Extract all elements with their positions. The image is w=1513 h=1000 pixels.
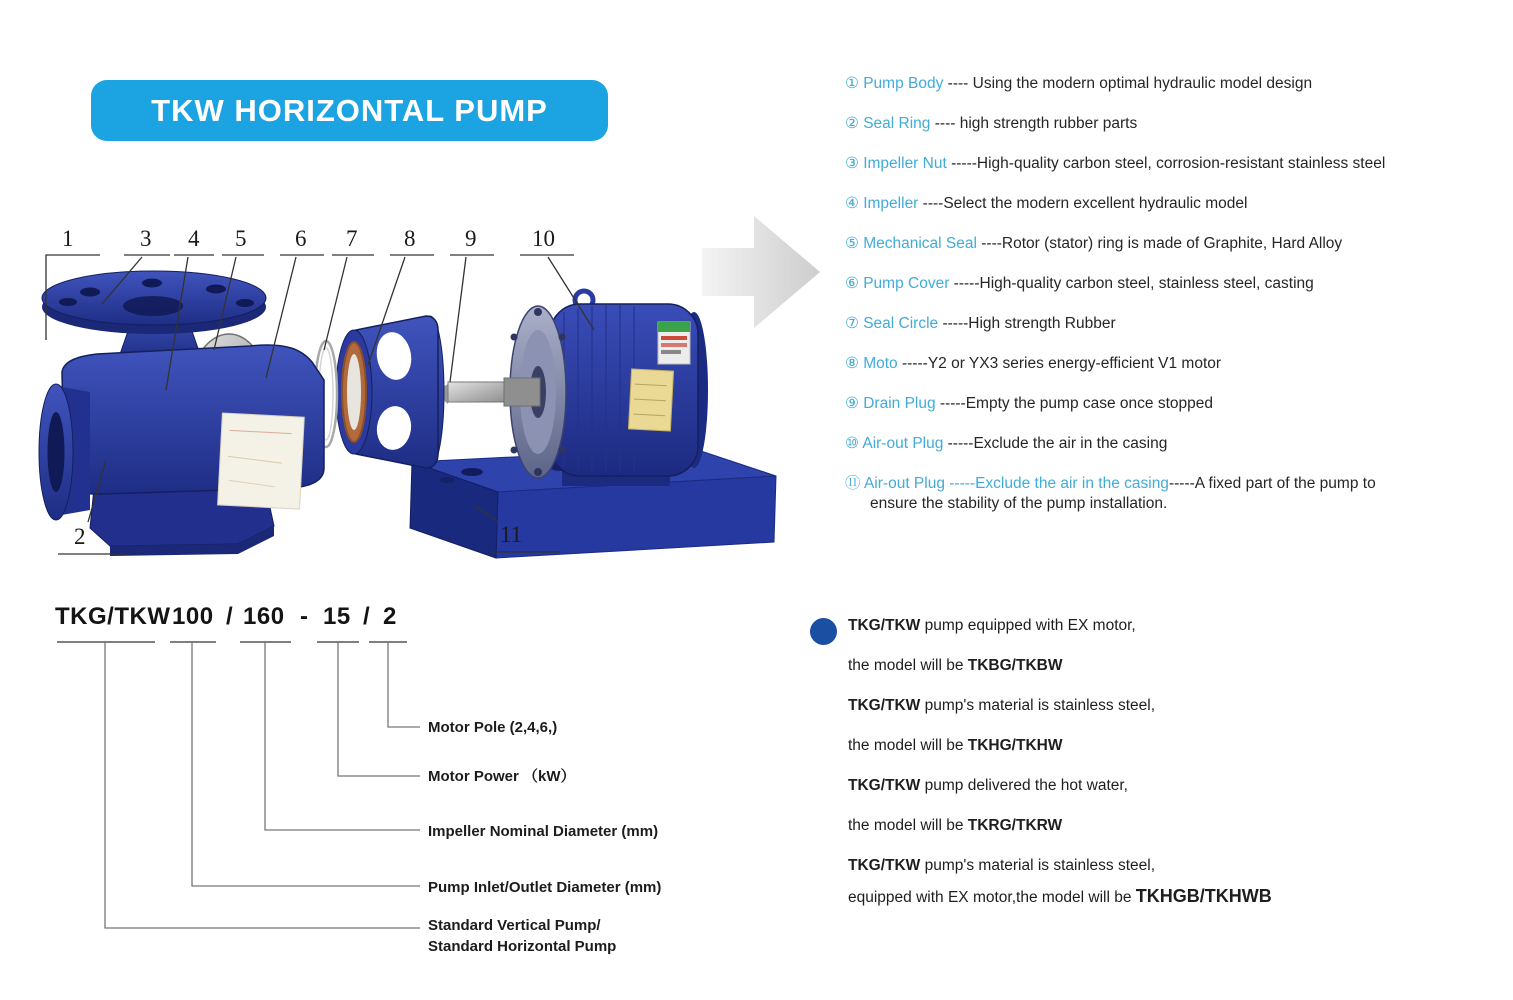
callout-4: 4 [188,226,200,251]
label-standard-line1: Standard Vertical Pump/ [428,917,601,934]
part-desc: High-quality carbon steel, stainless steel, casting [979,275,1314,292]
pump-body-illustration [39,271,324,556]
part-desc: Y2 or YX3 series energy-efficient V1 motor [927,355,1222,372]
model-seg-slash1: / [226,603,234,630]
callout-6: 6 [295,226,307,251]
motor-nameplate [628,369,673,431]
part-desc: High strength Rubber [968,315,1116,332]
note-line: the model will be TKBG/TKBW [848,657,1063,674]
part-number: ⑧ [845,355,859,372]
label-standard-pump [428,915,616,957]
part-desc: Empty the pump case once stopped [965,395,1214,412]
note-line: the model will be TKHG/TKHW [848,737,1063,754]
part-desc: -----A fixed part of the pump to [1168,475,1376,492]
model-variant-notes [848,617,1448,929]
model-seg-power: 15 [323,603,351,630]
part-desc: Rotor (stator) ring is made of Graphite, Hard Alloy [1001,235,1343,252]
part-name: Air-out Plug [863,475,945,492]
model-seg-slash2: / [363,603,371,630]
model-seg-pole: 2 [383,603,397,630]
part-item-3: ③ Impeller Nut -----High-quality carbon steel, corrosion-resistant stainless steel [845,155,1386,172]
model-seg-series: TKG/TKW [55,603,171,630]
model-code: TKHG/TKHW [967,737,1063,754]
part-desc: Exclude the air in the casing [973,435,1168,452]
part-number: ③ [845,155,859,172]
part-name: Moto [863,355,898,372]
pump-cover-illustration [336,316,444,468]
part-item-1: ① Pump Body ---- Using the modern optimal hydraulic model design [845,75,1313,92]
part-name: Seal Circle [863,315,939,332]
label-motor-pole: Motor Pole (2,4,6,) [428,719,558,736]
note-line: TKG/TKW pump delivered the hot water, [848,777,1128,794]
part-number: ⑦ [845,315,859,332]
pump-label-sticker [218,413,305,509]
callout-2: 2 [74,524,86,549]
right-arrow-icon [702,216,820,328]
model-code: TKRG/TKRW [967,817,1063,834]
part-number: ⑪ [845,475,861,492]
note-line: TKG/TKW pump's material is stainless steel, [848,857,1156,874]
part-number: ① [845,75,859,92]
part-item-10: ⑩ Air-out Plug -----Exclude the air in the casing [845,435,1168,452]
part-desc-line2: ensure the stability of the pump installation. [870,495,1168,512]
part-desc: high strength rubber parts [959,115,1138,132]
part-number: ② [845,115,859,132]
part-name: Impeller [863,195,919,212]
note-line: equipped with EX motor,the model will be TKHGB/TKHWB [848,886,1272,906]
part-number: ⑤ [845,235,859,252]
part-desc: Using the modern optimal hydraulic model design [972,75,1313,92]
parts-list [845,74,1493,534]
callout-3: 3 [140,226,152,251]
model-code: TKHGB/TKHWB [1135,886,1272,906]
label-standard-line2: Standard Horizontal Pump [428,938,617,955]
motor-sticker [658,322,690,364]
model-seg-impeller: 160 [243,603,285,630]
part-name: Drain Plug [863,395,936,412]
part-number: ⑨ [845,395,859,412]
part-desc: Select the modern excellent hydraulic model [943,195,1248,212]
model-seg-inlet: 100 [172,603,214,630]
callout-10: 10 [532,226,555,251]
part-item-5: ⑤ Mechanical Seal ----Rotor (stator) ring is made of Graphite, Hard Alloy [845,235,1343,252]
note-line: TKG/TKW pump equipped with EX motor, [848,617,1136,634]
part-number: ⑥ [845,275,859,292]
label-impeller-diam: Impeller Nominal Diameter (mm) [428,823,659,840]
part-name: Mechanical Seal [863,235,977,252]
page-title: TKW HORIZONTAL PUMP [151,92,548,128]
part-item-6: ⑥ Pump Cover -----High-quality carbon steel, stainless steel, casting [845,275,1314,292]
part-name: Seal Ring [863,115,931,132]
part-number: ⑩ [845,435,859,452]
title-banner [91,80,608,141]
motor-shaft-illustration [434,378,540,406]
model-code: TKBG/TKBW [967,657,1063,674]
part-item-4: ④ Impeller ----Select the modern excellent hydraulic model [845,195,1248,212]
part-number: ④ [845,195,859,212]
callout-5: 5 [235,226,247,251]
bullet-icon [810,618,837,645]
label-motor-power: Motor Power （kW） [428,768,576,785]
part-item-8: ⑧ Moto -----Y2 or YX3 series energy-efficient V1 motor [845,355,1222,372]
part-item-2: ② Seal Ring ---- high strength rubber parts [845,115,1138,132]
part-item-11 [845,474,1493,514]
part-name: Pump Cover [863,275,950,292]
part-desc: High-quality carbon steel, corrosion-resistant stainless steel [976,155,1386,172]
model-seg-dash: - [300,603,309,630]
note-line: TKG/TKW pump's material is stainless steel, [848,697,1156,714]
callout-9: 9 [465,226,477,251]
callout-8: 8 [404,226,416,251]
part-blue-desc: -----Exclude the air in the casing [944,475,1169,492]
part-item-9: ⑨ Drain Plug -----Empty the pump case once stopped [845,395,1214,412]
note-line: the model will be TKRG/TKRW [848,817,1063,834]
callout-11: 11 [500,522,523,547]
callout-7: 7 [346,226,358,251]
label-inlet-outlet: Pump Inlet/Outlet Diameter (mm) [428,879,662,896]
part-name: Air-out Plug [862,435,944,452]
model-connector-lines [0,595,760,995]
part-name: Impeller Nut [863,155,947,172]
part-name: Pump Body [863,75,944,92]
callout-1: 1 [62,226,74,251]
part-item-7: ⑦ Seal Circle -----High strength Rubber [845,315,1116,332]
pump-exploded-diagram [2,210,832,570]
